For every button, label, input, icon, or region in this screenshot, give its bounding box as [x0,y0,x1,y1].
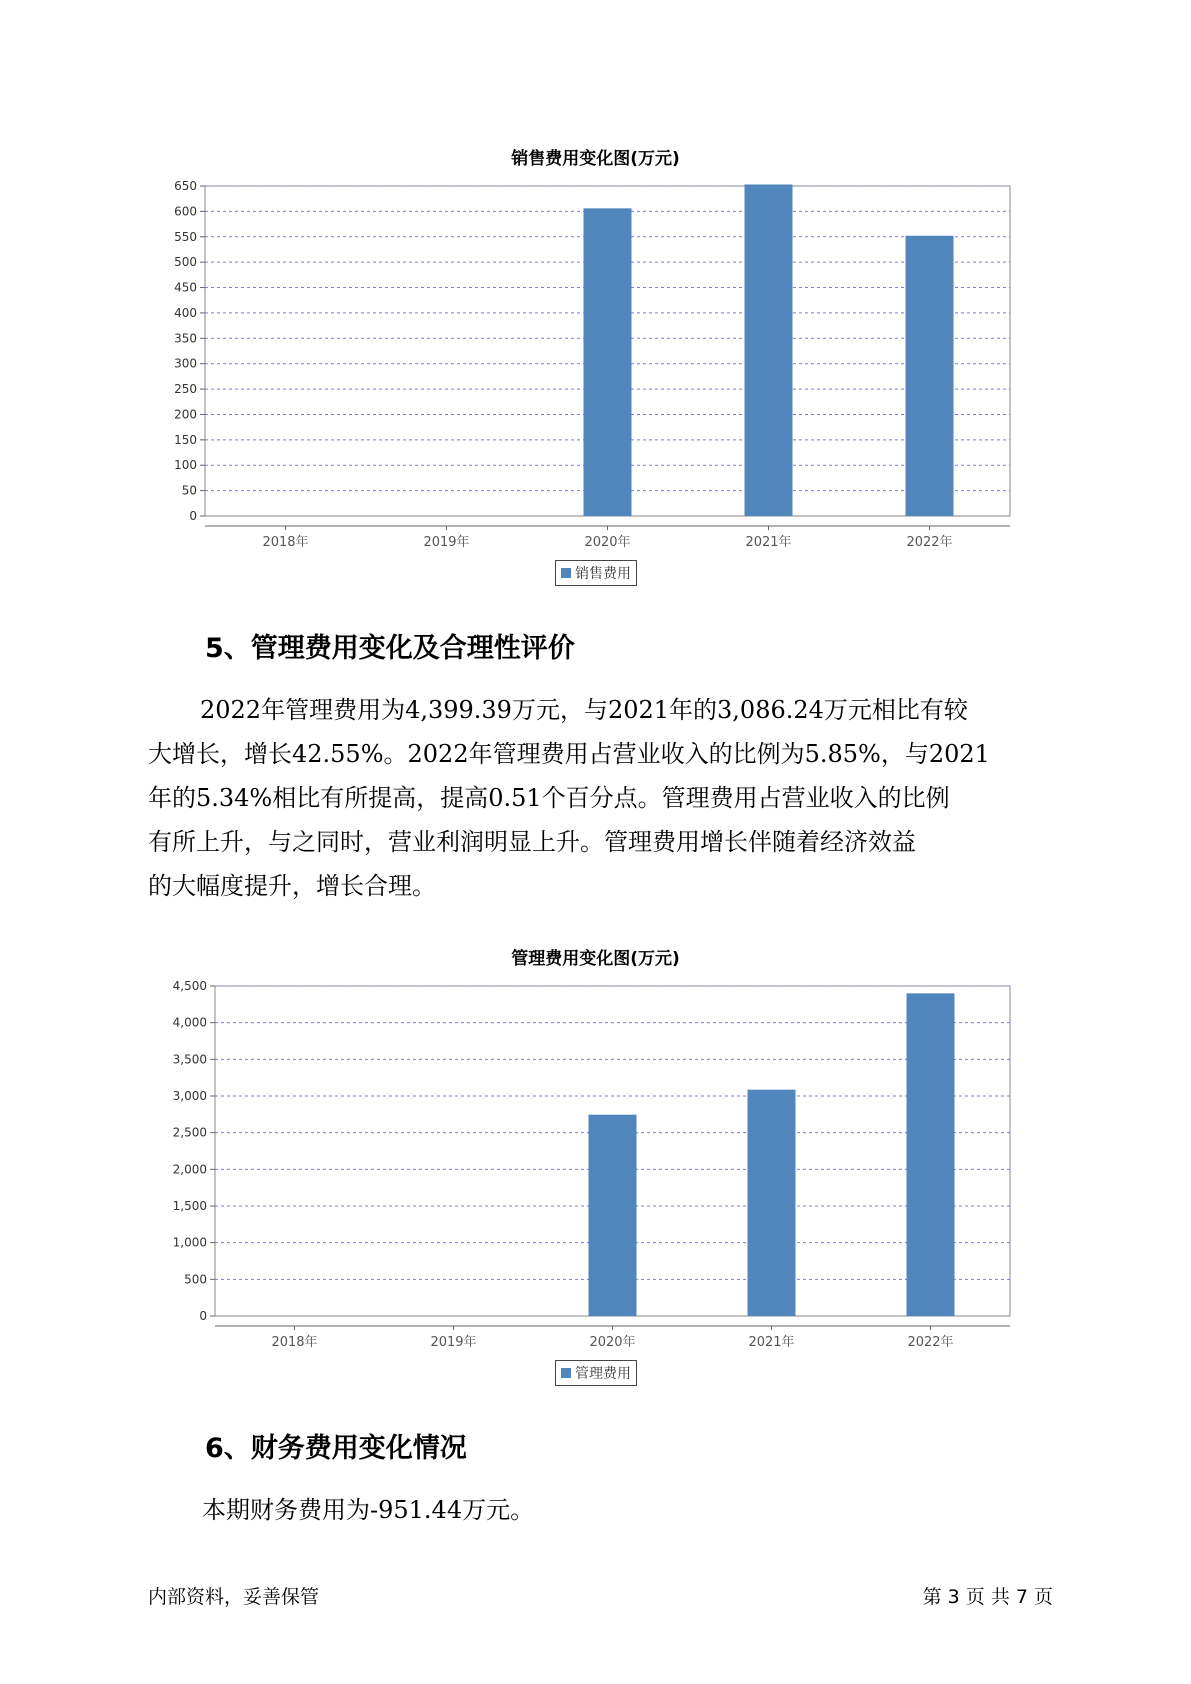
y-tick-label: 50 [181,483,197,498]
y-tick-label: 600 [174,204,197,219]
x-tick-label: 2019年 [423,535,470,550]
sales-expense-chart-title: 销售费用变化图(万元) [511,149,680,169]
sales-expense-chart [150,179,1030,550]
bar [748,1090,796,1316]
y-tick-label: 3,500 [172,1052,207,1067]
y-tick-label: 4,500 [172,979,207,993]
y-tick-label: 100 [174,458,197,473]
section-5-heading: 5、管理费用变化及合理性评价 [205,633,575,664]
y-tick-label: 3,000 [172,1089,207,1103]
y-tick-label: 1,500 [172,1199,207,1213]
x-tick-label: 2018年 [271,1335,318,1350]
y-tick-label: 300 [174,356,197,371]
y-tick-label: 2,500 [172,1125,207,1140]
footer-confidential-note: 内部资料，妥善保管 [148,1586,320,1608]
paragraph-line: 大增长，增长42.55%。2022年管理费用占营业收入的比例为5.85%，与2021 [148,740,990,768]
paragraph-line: 本期财务费用为-951.44万元。 [202,1496,535,1524]
x-tick-label: 2021年 [748,1335,795,1350]
y-tick-label: 4,000 [172,1015,207,1030]
paragraph-line: 2022年管理费用为4,399.39万元，与2021年的3,086.24万元相比有较 [200,696,968,724]
y-tick-label: 150 [174,432,197,447]
y-tick-label: 250 [174,382,197,397]
admin-expense-legend [555,1360,637,1386]
legend-label: 销售费用 [575,566,631,582]
x-tick-label: 2020年 [589,1335,636,1350]
section-6-paragraph [202,1488,1102,1532]
x-tick-label: 2018年 [262,535,309,550]
x-tick-label: 2019年 [430,1335,477,1350]
y-tick-label: 200 [174,407,197,422]
y-tick-label: 400 [174,305,197,320]
bar [584,208,632,516]
legend-label: 管理费用 [575,1366,631,1382]
y-tick-label: 450 [174,280,197,295]
y-tick-label: 2,000 [172,1162,207,1177]
x-tick-label: 2020年 [584,535,631,550]
x-tick-label: 2022年 [907,1335,954,1350]
bar [906,236,954,516]
y-tick-label: 500 [174,255,197,270]
y-tick-label: 1,000 [172,1235,207,1250]
y-tick-label: 350 [174,331,197,346]
y-tick-label: 500 [184,1272,207,1287]
bar [907,993,955,1316]
admin-expense-chart-svg [150,979,1030,1350]
y-tick-label: 650 [174,179,197,193]
y-tick-label: 550 [174,229,197,244]
admin-expense-chart-title: 管理费用变化图(万元) [511,949,680,969]
sales-expense-legend [555,560,637,586]
paragraph-line: 有所上升，与之同时，营业利润明显上升。管理费用增长伴随着经济效益 [148,828,916,856]
legend-swatch [561,1368,571,1378]
x-tick-label: 2021年 [745,535,792,550]
bar [745,184,793,516]
admin-expense-chart [150,979,1030,1350]
section-5-paragraph [148,688,1048,908]
y-tick-label: 0 [189,509,197,523]
paragraph-line: 年的5.34%相比有所提高，提高0.51个百分点。管理费用占营业收入的比例 [148,784,950,812]
legend-swatch [561,568,571,578]
y-tick-label: 0 [199,1309,207,1323]
paragraph-line: 的大幅度提升，增长合理。 [148,872,436,900]
footer-page-number: 第 3 页 共 7 页 [922,1586,1053,1608]
sales-expense-chart-svg [150,179,1030,550]
bar [589,1115,637,1316]
section-6-heading: 6、财务费用变化情况 [205,1433,467,1464]
x-tick-label: 2022年 [906,535,953,550]
